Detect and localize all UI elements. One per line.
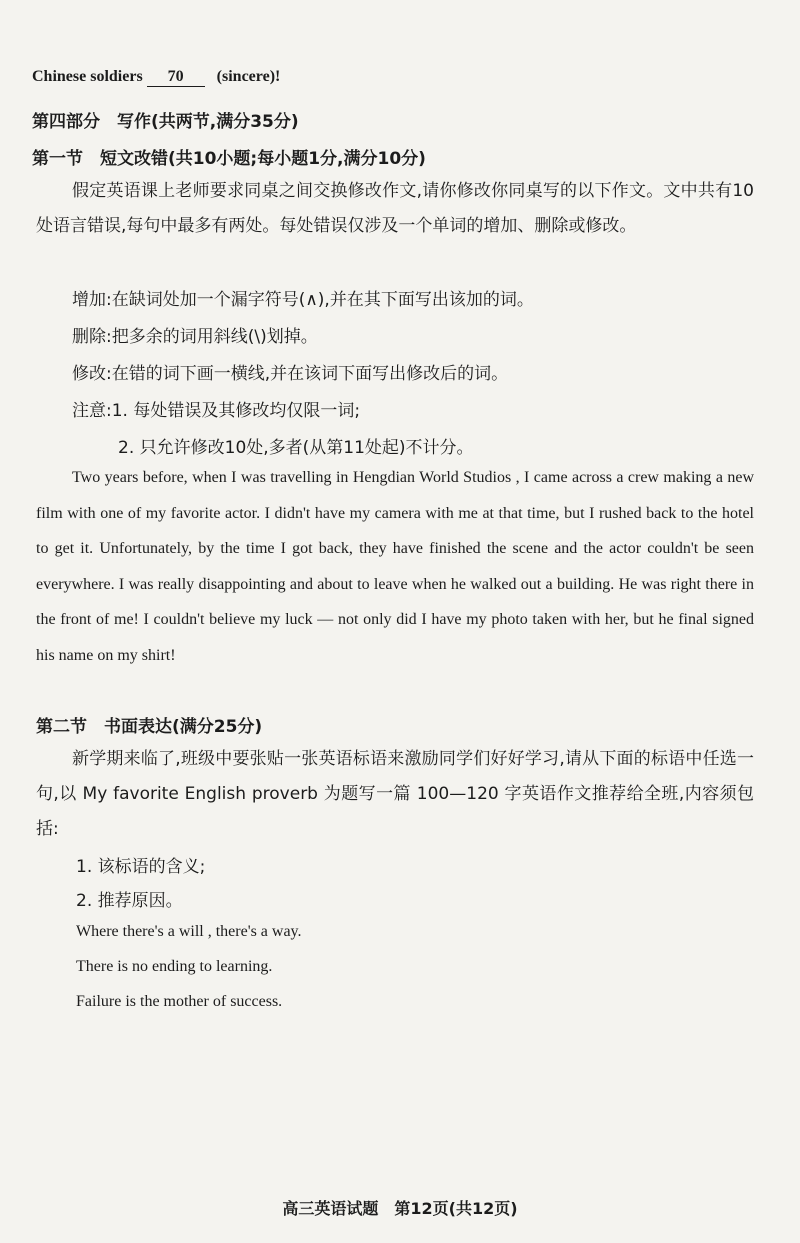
- section2-title: 第二节 书面表达(满分25分): [36, 717, 263, 737]
- section1-instructions: 假定英语课上老师要求同桌之间交换修改作文,请你修改你同桌写的以下作文。文中共有10处语言错误,每句中最多有两处。每处错误仅涉及一个单词的增加、删除或修改。: [36, 181, 754, 236]
- part4-title: 第四部分 写作(共两节,满分35分): [32, 112, 299, 132]
- rule-delete: 删除:把多余的词用斜线(\)划掉。: [72, 327, 318, 347]
- proverb-option: There is no ending to learning.: [76, 958, 273, 975]
- question-70-line: [32, 68, 280, 87]
- note-2: 2. 只允许修改10处,多者(从第11处起)不计分。: [118, 438, 474, 458]
- page-footer: 高三英语试题 第12页(共12页): [282, 1199, 518, 1218]
- question-70-hint: (sincere)!: [216, 68, 281, 85]
- content-point-1: 1. 该标语的含义;: [76, 857, 206, 877]
- rule-modify: 修改:在错的词下画一横线,并在该词下面写出修改后的词。: [72, 364, 509, 384]
- writing-task-instructions: 新学期来临了,班级中要张贴一张英语标语来激励同学们好好学习,请从下面的标语中任选一句,以 My favorite English proverb 为题写一篇 100—120 字英语作文推荐给全班,内容须包括:: [36, 749, 754, 839]
- rule-add: 增加:在缺词处加一个漏字符号(∧),并在其下面写出该加的词。: [72, 290, 534, 310]
- proverb-option: Where there's a will , there's a way.: [76, 923, 302, 940]
- content-point-2: 2. 推荐原因。: [76, 891, 183, 911]
- error-correction-passage: Two years before, when I was travelling in Hengdian World Studios , I came across a crew making a new film with one of my favorite actor. I didn't have my camera with me at that time, but I rushed back to the hotel to get it. Unfortunately, by the time I got back, they have finished the scene and the actor couldn't be seen everywhere. I was really disappointing and about to leave when he walked out a building. He was right there in the front of me! I couldn't believe my luck — not only did I have my photo taken with her, but he final signed his name on my shirt!: [36, 469, 754, 664]
- question-70-prefix: Chinese soldiers: [32, 68, 143, 85]
- section1-title: 第一节 短文改错(共10小题;每小题1分,满分10分): [32, 149, 426, 169]
- answer-blank-70: 70: [147, 68, 205, 87]
- note-1: 注意:1. 每处错误及其修改均仅限一词;: [72, 401, 361, 421]
- proverb-option: Failure is the mother of success.: [76, 993, 283, 1010]
